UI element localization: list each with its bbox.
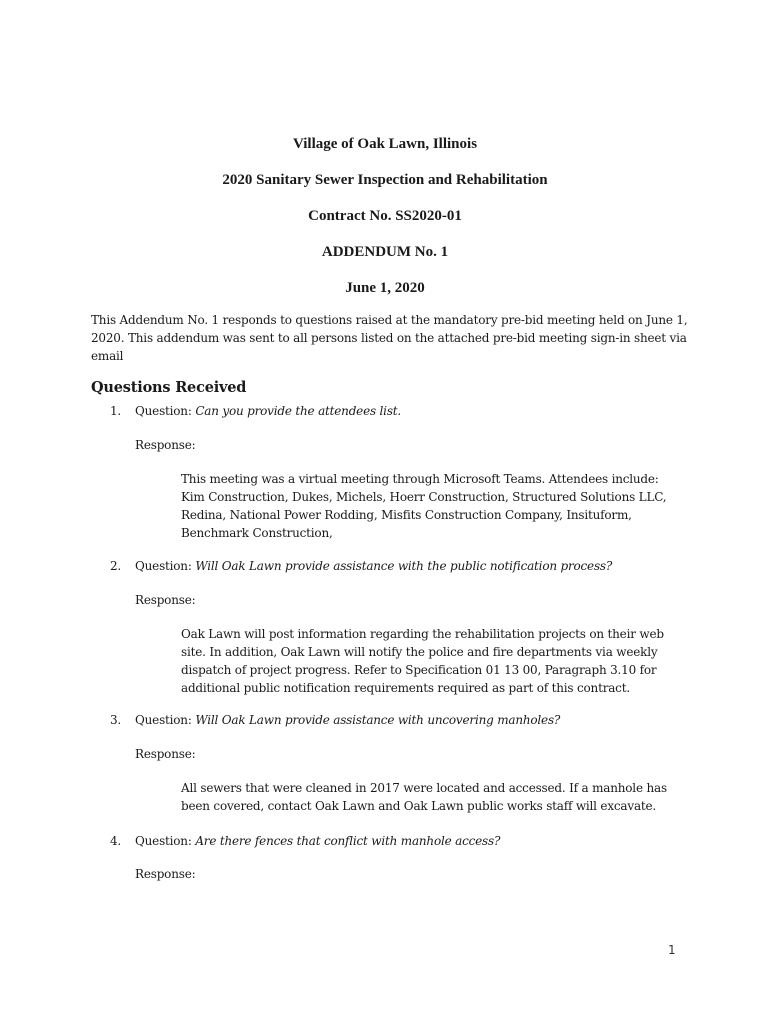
document-date: June 1, 2020 bbox=[345, 280, 425, 296]
question-item-3 bbox=[110, 711, 710, 729]
question-number: 2. bbox=[110, 559, 122, 573]
document-title-project: 2020 Sanitary Sewer Inspection and Rehabilitation bbox=[222, 172, 548, 188]
question-item-4 bbox=[110, 832, 710, 850]
question-number: 1. bbox=[110, 404, 122, 418]
question-label: Question: bbox=[135, 713, 196, 727]
question-label: Question: bbox=[135, 834, 196, 848]
response-label: Response: bbox=[135, 747, 196, 761]
question-label: Question: bbox=[135, 559, 196, 573]
question-text: Will Oak Lawn provide assistance with the public notification process? bbox=[195, 559, 613, 573]
response-label: Response: bbox=[135, 438, 196, 452]
question-number: 4. bbox=[110, 834, 122, 848]
question-label: Question: bbox=[135, 404, 196, 418]
question-text: Can you provide the attendees list. bbox=[195, 404, 402, 418]
document-title-municipality: Village of Oak Lawn, Illinois bbox=[292, 136, 478, 152]
response-text: All sewers that were cleaned in 2017 were located and accessed. If a manhole has been covered, contact Oak Lawn and Oak Lawn public works staff will excavate. bbox=[181, 781, 667, 813]
question-item-1 bbox=[110, 402, 710, 420]
response-label: Response: bbox=[135, 867, 196, 881]
question-text: Will Oak Lawn provide assistance with uncovering manholes? bbox=[195, 713, 561, 727]
page-number: 1 bbox=[668, 943, 676, 957]
response-text: Oak Lawn will post information regarding the rehabilitation projects on their web site. In addition, Oak Lawn will notify the police and fire departments via weekly dispatch of project progress. Refer to Specification 01 13 00, Paragraph 3.10 for additional public notification requirements required as part of this contract. bbox=[181, 627, 664, 695]
document-title-contract: Contract No. SS2020-01 bbox=[308, 208, 462, 224]
question-item-2 bbox=[110, 557, 710, 575]
response-text: This meeting was a virtual meeting through Microsoft Teams. Attendees include: Kim Construction, Dukes, Michels, Hoerr Construction, Structured Solutions LLC, Redina, National Power Rodding, Misfits Construction Company, Insituform, Benchmark Construction, bbox=[181, 472, 667, 540]
response-label: Response: bbox=[135, 593, 196, 607]
section-heading: Questions Received bbox=[91, 379, 247, 396]
intro-paragraph: This Addendum No. 1 responds to questions raised at the mandatory pre-bid meeting held on June 1, 2020. This addendum was sent to all persons listed on the attached pre-bid meeting sign-in sheet via email bbox=[91, 313, 688, 363]
question-text: Are there fences that conflict with manhole access? bbox=[195, 834, 501, 848]
question-number: 3. bbox=[110, 713, 122, 727]
document-title-addendum: ADDENDUM No. 1 bbox=[321, 244, 449, 260]
